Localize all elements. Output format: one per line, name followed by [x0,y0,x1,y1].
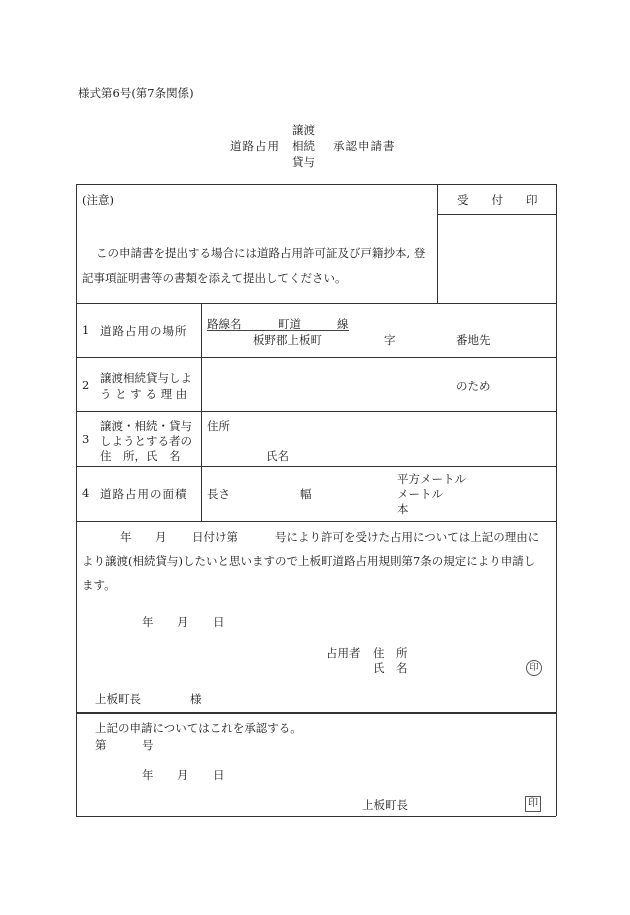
applicant-seal-icon: 印 [526,660,542,676]
title-option-inherit: 相続 [292,139,315,153]
notice-heading: (注意) [82,193,114,207]
length-label: 長さ [207,487,230,501]
approval-text: 上記の申請についてはこれを承認する。 [95,721,302,735]
addressee-honorific: 様 [190,692,202,706]
approval-month: 月 [177,768,189,782]
title-approval-application: 承認申請書 [333,139,396,153]
row2-label-line-1: 譲渡相続貸与しよ [100,371,192,385]
location-text: 板野郡上板町 [253,333,322,347]
statement-year: 年 [120,530,132,544]
row4-label: 道路占用の面積 [100,487,188,501]
row3-label-line-1: 譲渡・相続・貸与 [100,419,192,433]
statement-line-2: より譲渡(相続貸与)したいと思いますので上板町道路占用規則第7条の規定により申請し [82,554,536,568]
unit-count: 本 [397,502,409,516]
banchi-label: 番地先 [456,333,491,347]
approval-number-suffix: 号 [142,738,154,752]
statement-line-3: ます。 [82,578,116,592]
title-road-occupation: 道路占用 [230,139,280,153]
row3-number: 3 [82,432,90,446]
application-year: 年 [142,615,154,629]
aza-label: 字 [384,333,396,347]
width-label: 幅 [300,487,312,501]
reception-stamp-area [438,215,555,302]
row3-label-line-3: 住 所，氏 名 [100,449,181,463]
approval-seal-icon: 印 [525,796,541,812]
notice-line-1: この申請書を提出する場合には道路占用許可証及び戸籍抄本, 登 [96,246,426,260]
title-option-lend: 貸与 [292,155,315,169]
road-name-label: 路線名 [207,317,242,331]
line-suffix-label: 線 [337,317,349,331]
approval-day: 日 [213,768,225,782]
successor-name-label: 氏名 [266,449,289,463]
title-option-transfer: 譲渡 [292,123,315,137]
statement-day: 日付け第 [192,530,238,544]
row2-number: 2 [82,378,90,392]
approval-year: 年 [142,768,154,782]
form-number: 様式第6号(第7条関係) [78,86,194,100]
successor-address-label: 住所 [207,419,230,433]
addressee-mayor: 上板町長 [95,692,141,706]
row1-number: 1 [82,323,90,337]
applicant-address-label: 住 所 [373,646,408,660]
row2-label-line-2: う と す る 理 由 [100,387,188,401]
applicant-label: 占用者 [326,646,361,660]
road-name-underline [207,330,349,331]
statement-month: 月 [155,530,167,544]
row3-label-line-2: しようとする者の [100,434,192,448]
town-road-label: 町道 [278,317,301,331]
reception-stamp-label: 受 付 印 [457,193,538,207]
application-month: 月 [177,615,189,629]
notice-line-2: 記事項証明書等の書類を添えて提出してください。 [82,271,347,285]
approval-mayor: 上板町長 [362,798,408,812]
applicant-name-label: 氏 名 [373,661,408,675]
application-day: 日 [213,615,225,629]
row1-label: 道路占用の場所 [100,324,188,338]
statement-line-1: 号により許可を受けた占用については上記の理由に [275,530,540,544]
unit-meter: メートル [397,487,443,501]
unit-square-meter: 平方メートル [397,472,466,486]
row4-number: 4 [82,486,90,500]
reason-suffix: のため [456,379,491,393]
approval-number-prefix: 第 [95,738,107,752]
